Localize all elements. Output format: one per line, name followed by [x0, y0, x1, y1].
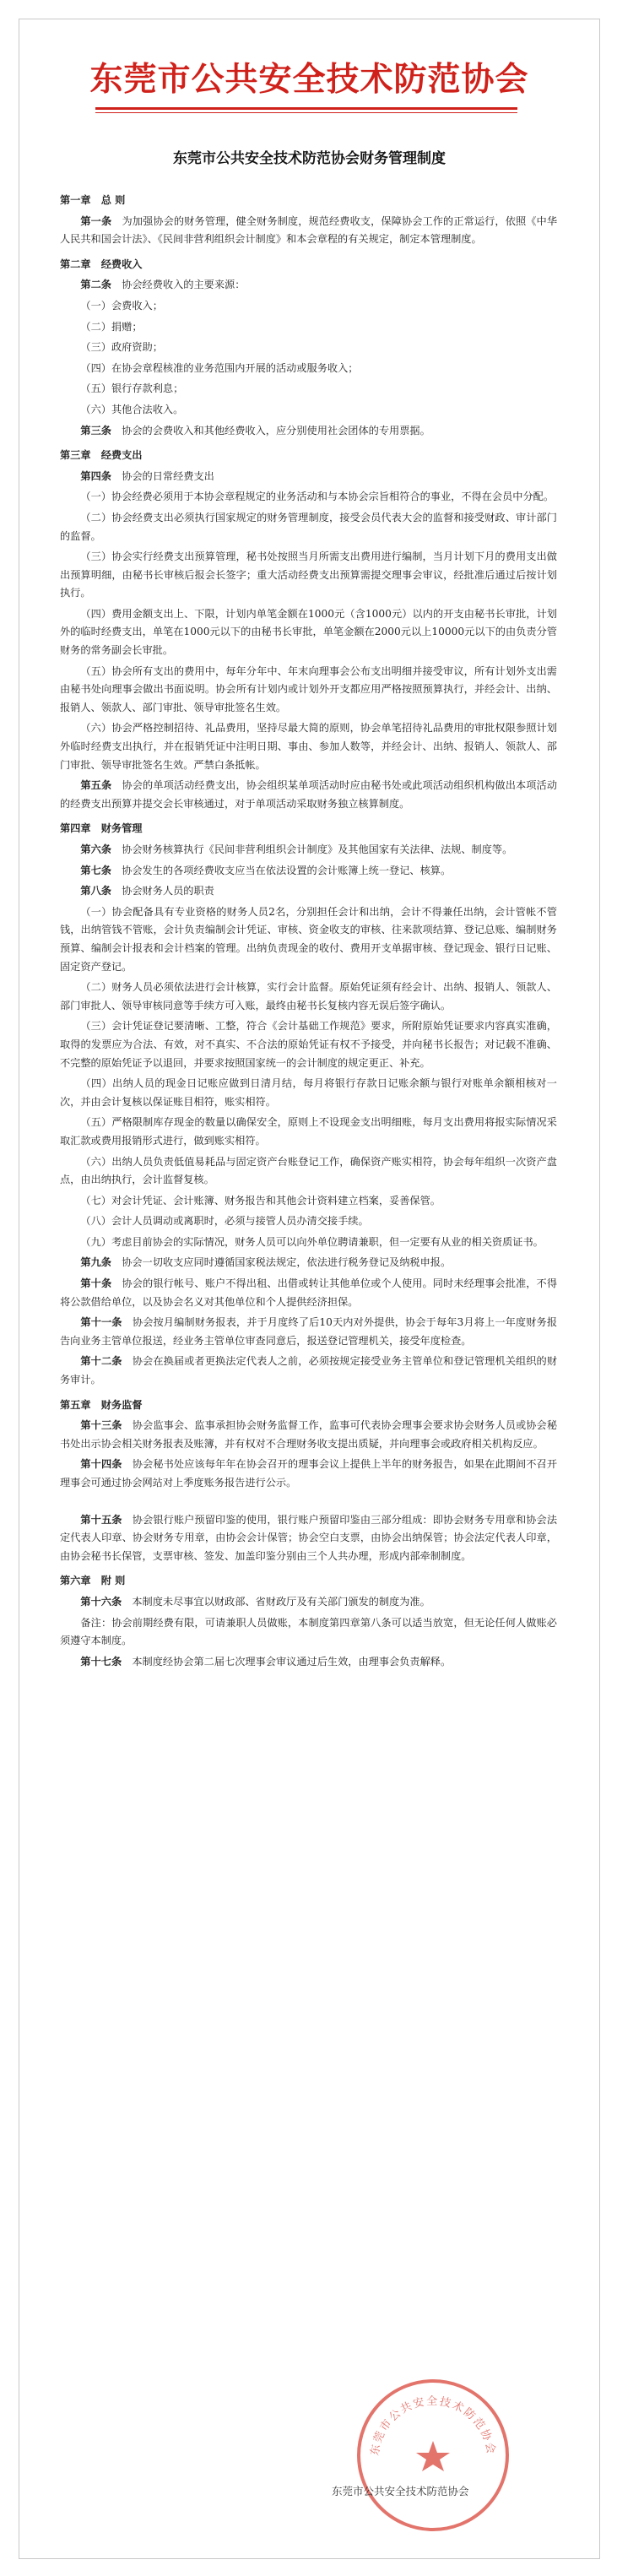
article-label: 第十六条 — [80, 1595, 122, 1608]
clause-paragraph: （四）在协会章程核准的业务范围内开展的活动或服务收入； — [80, 361, 359, 374]
article-label: 第八条 — [80, 885, 111, 898]
document-body — [19, 185, 599, 1671]
article-paragraph — [60, 1353, 557, 1389]
article-label: 第三条 — [80, 424, 111, 437]
clause-paragraph: （八）会计人员调动或离职时，必须与接管人员办清交接手续。 — [80, 1215, 369, 1228]
article-text: 协会财务人员的职责 — [122, 885, 214, 898]
article-paragraph — [60, 1314, 557, 1350]
article-paragraph — [60, 1593, 557, 1612]
article-label: 第十二条 — [80, 1355, 122, 1368]
article-paragraph — [60, 1653, 557, 1672]
clause-paragraph: （三）政府资助； — [80, 341, 163, 354]
article-text: 协会银行账户预留印鉴的使用，银行账户预留印鉴由三部分组成：即协会财务专用章和协会法定代表人印章、协会财务专用章，由协会会计保管；协会空白支票，由协会出纳保管；协会法定代表人印章，由协会秘书长保管，支票审核、签发、加盖印鉴分别由三个人共办理，形成内部牵制制度。 — [60, 1513, 558, 1562]
article-text: 协会按月编制财务报表，并于月度终了后10天内对外提供，协会于每年3月将上一年度财务报告向业务主管单位报送，经业务主管单位审查同意后，报送登记管理机关，接受年度检查。 — [60, 1316, 558, 1347]
clause-paragraph: （四）费用金额支出上、下限，计划内单笔金额在1000元（含1000元）以内的开支由秘书长审批，计划外的临时经费支出，单笔在1000元以下的由秘书长审批，单笔金额在2000元以上10000元以下的由负责分管财务的常务副会长审批。 — [60, 607, 557, 657]
article-text: 协会在换届或者更换法定代表人之前，必须按规定接受业务主管单位和登记管理机关组织的财务审计。 — [60, 1355, 558, 1386]
article-text: 协会的会费收入和其他经费收入，应分别使用社会团体的专用票据。 — [122, 424, 430, 437]
clause-paragraph: （三）协会实行经费支出预算管理，秘书处按照当月所需支出费用进行编制，当月计划下月的费用支出做出预算明细，由秘书长审核后报会长签字；重大活动经费支出预算需提交理事会审议，经批准后通过后按计划执行。 — [60, 550, 557, 599]
article-paragraph — [60, 276, 557, 295]
letterhead-rule — [95, 107, 517, 110]
document-title: 东莞市公共安全技术防范协会财务管理制度 — [173, 150, 446, 167]
article-text: 本制度未尽事宜以财政部、省财政厅及有关部门颁发的制度为准。 — [132, 1595, 430, 1608]
article-paragraph — [60, 882, 557, 901]
chapter-heading: 第一章 总 则 — [60, 194, 126, 206]
article-text: 协会发生的各项经费收支应当在依法设置的会计账簿上统一登记、核算。 — [122, 864, 452, 876]
article-paragraph — [60, 841, 557, 860]
article-text: 协会一切收支应同时遵循国家税法规定，依法进行税务登记及纳税申报。 — [122, 1256, 452, 1269]
article-label: 第二条 — [80, 279, 111, 291]
article-label: 第五条 — [80, 779, 112, 792]
article-label: 第十三条 — [80, 1419, 122, 1432]
clause-paragraph: （一）会费收入； — [80, 299, 163, 312]
clause-paragraph: （二）捐赠； — [80, 320, 143, 333]
article-label: 第九条 — [80, 1256, 111, 1269]
chapter-heading: 第三章 经费支出 — [60, 449, 143, 462]
article-paragraph — [60, 777, 557, 813]
clause-paragraph: （二）财务人员必须依法进行会计核算，实行会计监督。原始凭证须有经会计、出纳、报销人、领款人、部门审批人、领导审核同意等手续方可入账，最终由秘书长复核内容无误后签字确认。 — [60, 981, 557, 1011]
clause-paragraph: （三）会计凭证登记要清晰、工整，符合《会计基础工作规范》要求，所附原始凭证要求内容真实准确，取得的发票应为合法、有效，对不真实、不合法的原始凭证有权不予接受，并向秘书长报告；对记载不准确、不完整的原始凭证予以退回，并要求按照国家统一的会计制度的规定更正、补充。 — [60, 1020, 557, 1069]
clause-paragraph: （五）协会所有支出的费用中，每年分年中、年末向理事会公布支出明细并接受审议，所有计划外支出需由秘书处向理事会做出书面说明。协会所有计划内或计划外开支都应用严格按照预算执行，并经会计、出纳、报销人、领款人、部门审批、领导审批签名生效。 — [60, 664, 557, 713]
clause-paragraph: （一）协会经费必须用于本协会章程规定的业务活动和与本协会宗旨相符合的事业，不得在会员中分配。 — [80, 491, 555, 503]
article-label: 第十七条 — [80, 1655, 122, 1668]
article-label: 第十四条 — [80, 1458, 122, 1471]
section-gap — [19, 1493, 599, 1511]
article-paragraph — [60, 468, 557, 486]
article-label: 第十一条 — [80, 1316, 122, 1329]
clause-paragraph: （一）协会配备具有专业资格的财务人员2名，分别担任会计和出纳，会计不得兼任出纳，会计管帐不管钱，出纳管钱不管账，会计负责编制会计凭证、审核、资金收支的审核、往来款项结算、登记总账、编制财务预算、编制会计报表和会计档案的管理。出纳负责现金的收付、费用开支单据审核、登记现金、银行日记账、固定资产登记。 — [60, 905, 557, 973]
clause-paragraph: （六）协会严格控制招待、礼品费用，坚持尽最大简的原则，协会单笔招待礼品费用的审批权限参照计划外临时经费支出执行，并在报销凭证中注明日期、事由、参加人数等，并经会计、出纳、报销人、领款人、部门审批、领导审批签名生效。严禁白条抵帐。 — [60, 722, 557, 771]
article-text: 协会的银行帐号、账户不得出租、出借或转让其他单位或个人使用。同时未经理事会批准，不得将公款借给单位，以及协会名义对其他单位和个人提供经济担保。 — [60, 1277, 558, 1308]
article-text: 协会的单项活动经费支出，协会组织某单项活动时应由秘书处或此项活动组织机构做出本项活动的经费支出预算并提交会长审核通过，对于单项活动采取财务独立核算制度。 — [60, 779, 558, 810]
article-text: 协会监事会、监事承担协会财务监督工作，监事可代表协会理事会要求协会财务人员或协会秘书处出示协会相关财务报表及账簿，并有权对不合理财务收支提出质疑，并向理事会或政府相关机构反应。 — [60, 1419, 558, 1450]
article-paragraph — [60, 862, 557, 881]
article-label: 第四条 — [80, 469, 111, 482]
clause-paragraph: （九）考虑目前协会的实际情况，财务人员可以向外单位聘请兼职，但一定要有从业的相关资质证书。 — [80, 1235, 544, 1248]
clause-paragraph: （四）出纳人员的现金日记账应做到日清月结，每月将银行存款日记账余额与银行对账单余额相核对一次，并由会计复核以保证账目相符，账实相符。 — [60, 1077, 557, 1108]
article-paragraph — [60, 1275, 557, 1311]
article-label: 第十五条 — [80, 1513, 122, 1526]
article-text: 为加强协会的财务管理，健全财务制度，规范经费收支，保障协会工作的正常运行，依照《中华人民共和国会计法》、《民间非营利组织会计制度》和本会章程的有关规定，制定本管理制度。 — [60, 214, 558, 246]
letterhead-title: 东莞市公共安全技术防范协会 — [89, 61, 529, 99]
chapter-heading: 第六章 附 则 — [60, 1575, 126, 1587]
article-label: 第六条 — [80, 843, 111, 855]
clause-paragraph: （六）其他合法收入。 — [80, 403, 184, 415]
official-seal — [353, 2375, 513, 2535]
chapter-heading: 第五章 财务监督 — [60, 1398, 143, 1411]
article-paragraph — [60, 213, 557, 249]
article-paragraph — [60, 1417, 557, 1453]
clause-paragraph: （六）出纳人员负责低值易耗品与固定资产台账登记工作，确保资产账实相符，协会每年组织一次资产盘点，由出纳执行，会计监督复核。 — [60, 1155, 557, 1186]
article-paragraph — [60, 422, 557, 441]
article-text: 协会财务核算执行《民间非营利组织会计制度》及其他国家有关法律、法规、制度等。 — [122, 843, 513, 855]
article-label: 第十条 — [80, 1277, 112, 1290]
clause-paragraph: 备注：协会前期经费有限，可请兼职人员做账，本制度第四章第八条可以适当放宽，但无论任何人做账必须遵守本制度。 — [60, 1616, 557, 1647]
signature-org: 东莞市公共安全技术防范协会 — [332, 2485, 469, 2497]
svg-text:东莞市公共安全技术防范协会: 东莞市公共安全技术防范协会 — [368, 2394, 498, 2457]
letterhead-rule-thin — [95, 112, 517, 113]
clause-paragraph: （二）协会经费支出必须执行国家规定的财务管理制度，接受会员代表大会的监督和接受财政、审计部门的监督。 — [60, 511, 557, 542]
clause-paragraph: （五）银行存款利息； — [80, 382, 184, 395]
article-text: 本制度经协会第二届七次理事会审议通过后生效，由理事会负责解释。 — [132, 1655, 452, 1668]
article-text: 协会经费收入的主要来源： — [122, 279, 246, 291]
chapter-heading: 第四章 财务管理 — [60, 822, 143, 835]
chapter-heading: 第二章 经费收入 — [60, 258, 143, 270]
clause-paragraph: （五）严格限制库存现金的数量以确保安全，原则上不设现金支出明细账，每月支出费用将报实际情况采取汇款或费用报销形式进行，做到账实相符。 — [60, 1116, 557, 1147]
clause-paragraph: （七）对会计凭证、会计账簿、财务报告和其他会计资料建立档案，妥善保管。 — [80, 1194, 441, 1207]
article-label: 第七条 — [80, 864, 111, 876]
article-text: 协会的日常经费支出 — [122, 469, 214, 482]
article-paragraph — [60, 1254, 557, 1272]
article-paragraph — [60, 1456, 557, 1492]
article-text: 协会秘书处应该每年年在协会召开的理事会议上提供上半年的财务报告，如果在此期间不召开理事会可通过协会网站对上季度账务报告进行公示。 — [60, 1458, 558, 1489]
article-label: 第一条 — [80, 214, 112, 227]
article-paragraph — [60, 1511, 557, 1566]
document-page — [19, 19, 600, 2559]
